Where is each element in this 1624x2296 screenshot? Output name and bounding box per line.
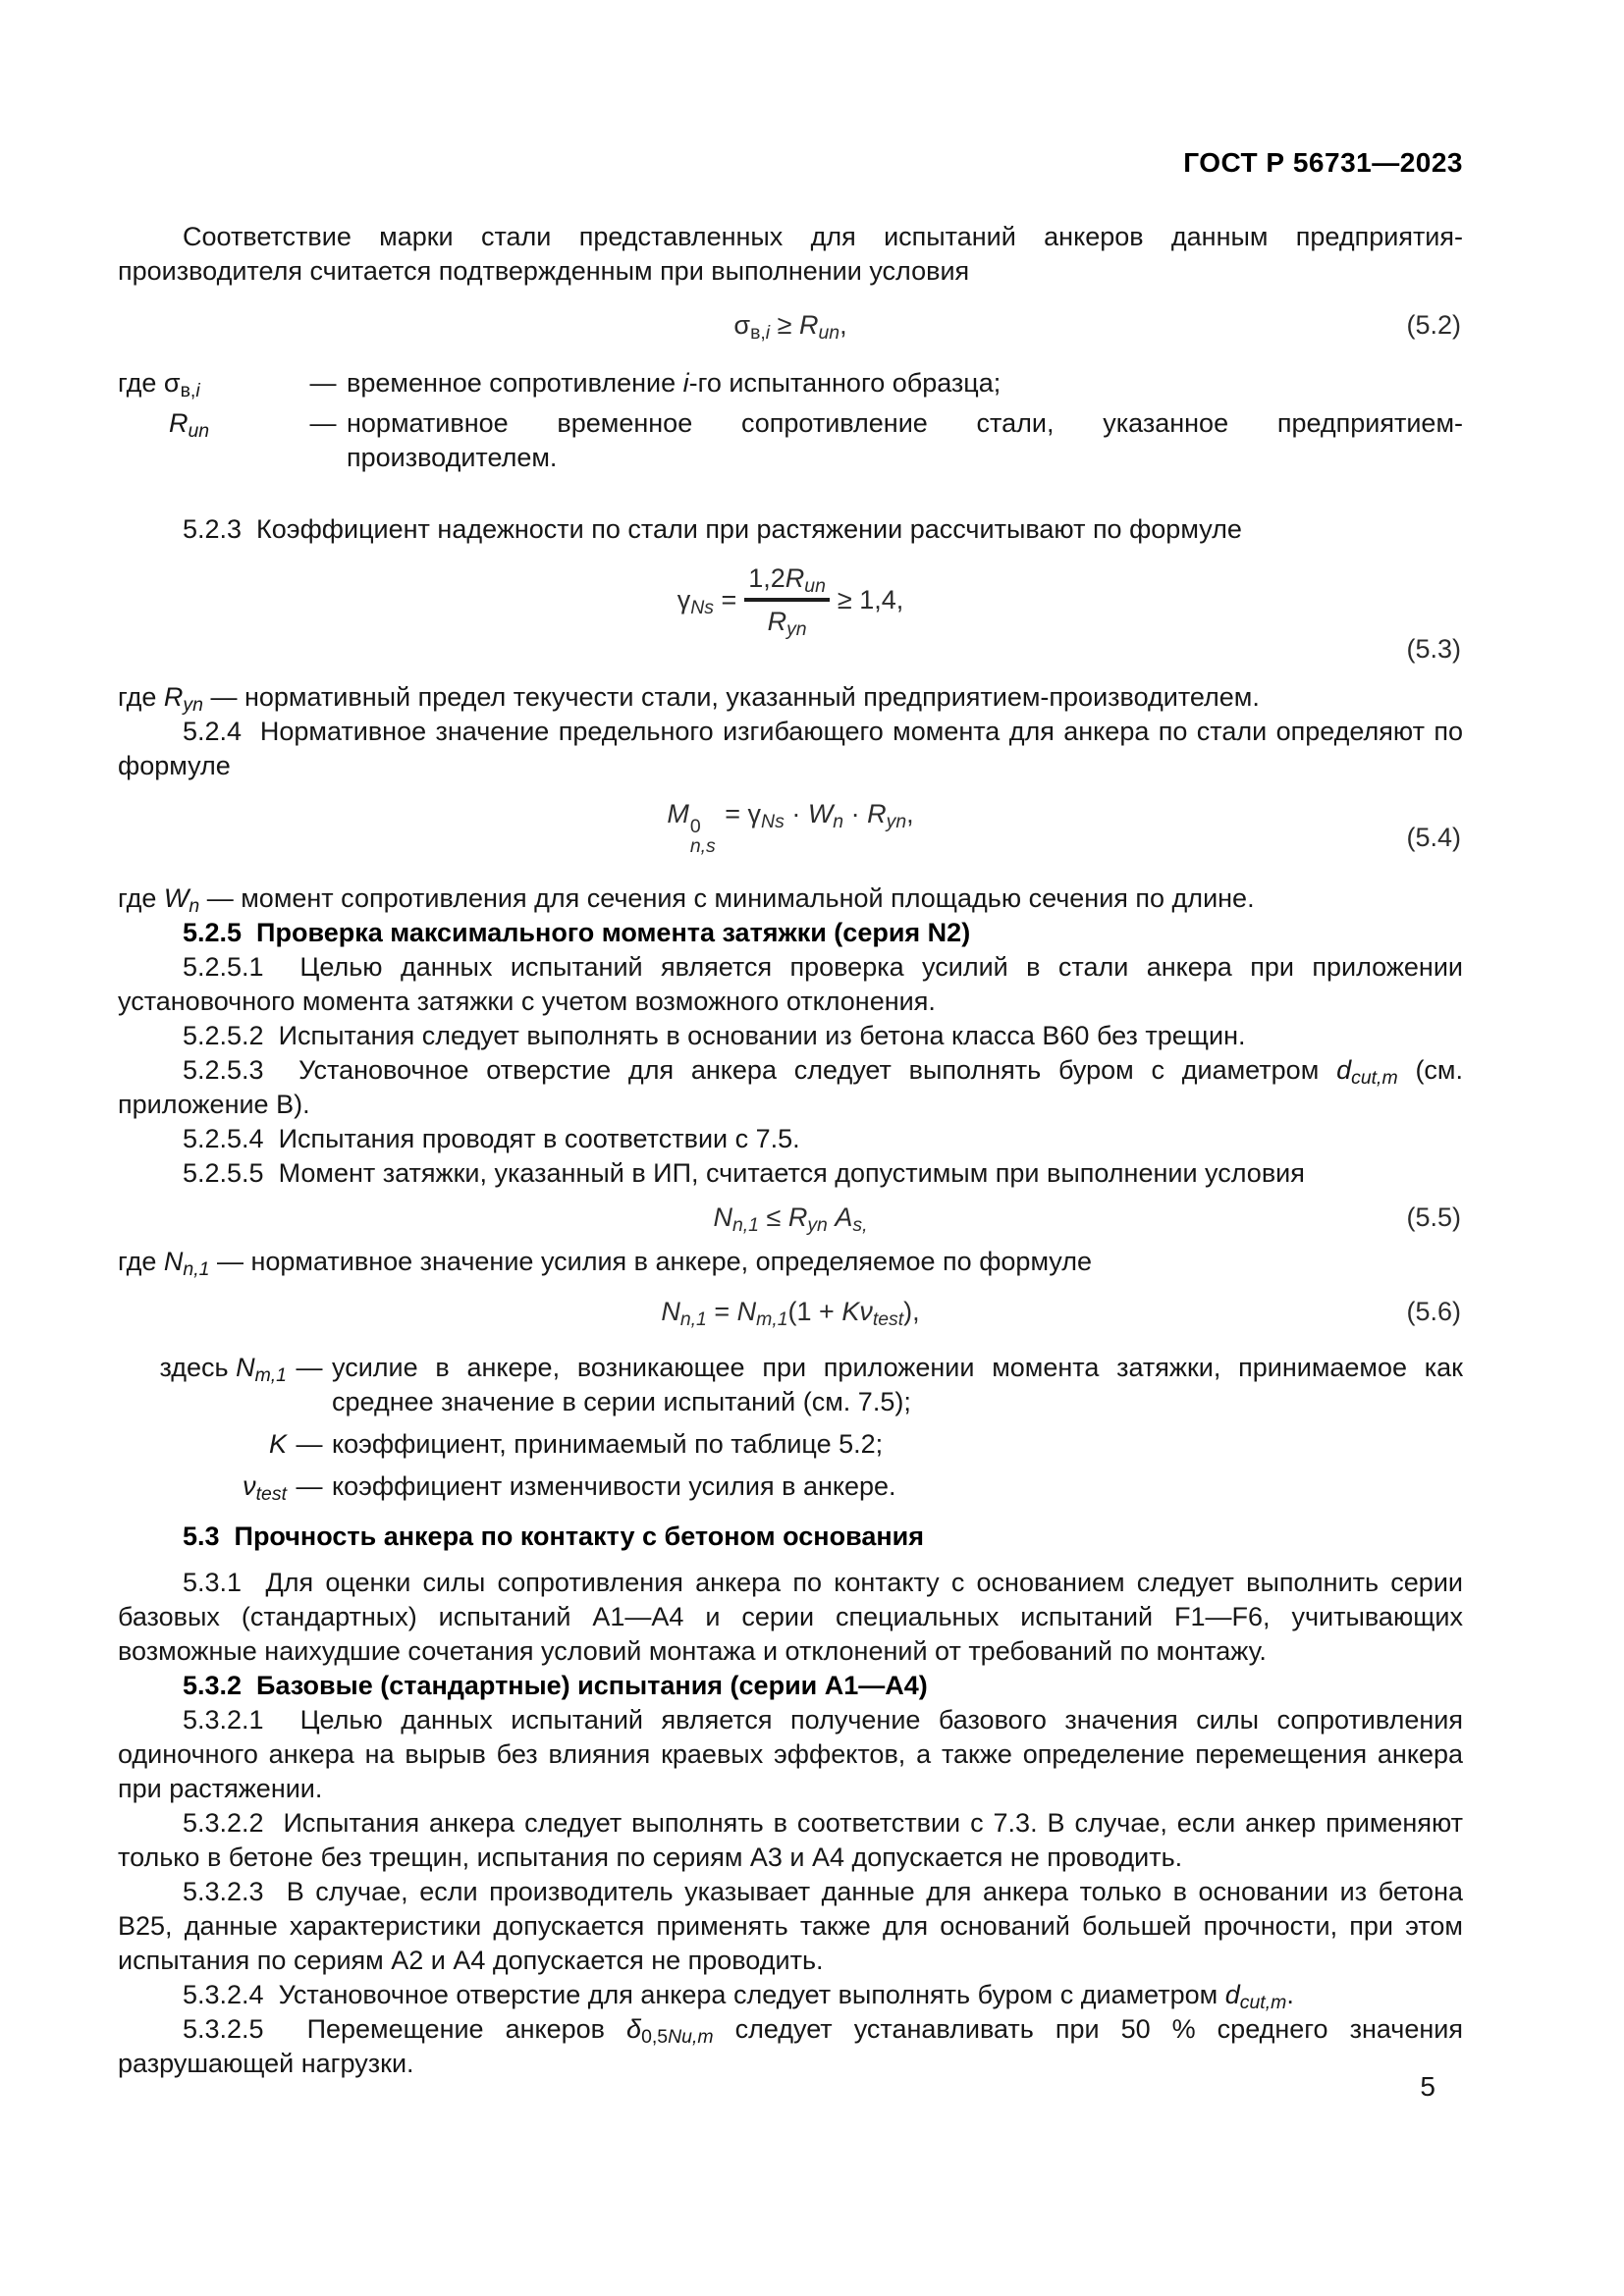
definition-text: временное сопротивление i-го испытанного образца; <box>347 368 1001 398</box>
block-defrow-nn1: где Nn,1 — нормативное значение усилия в анкере, определяемое по формуле <box>118 1247 1092 1281</box>
definition-row <box>118 1427 1463 1462</box>
definition-symbol: K <box>268 1429 287 1459</box>
definition-dash: — <box>296 1429 323 1459</box>
document-content <box>118 0 1463 2081</box>
block-formula-5-3 <box>118 562 1463 667</box>
definition-text: коэффициент, принимаемый по таблице 5.2; <box>332 1429 884 1459</box>
fraction <box>744 562 830 641</box>
block-deflist-zdes <box>118 1351 1463 1504</box>
fraction-numerator: 1,2Run <box>748 563 826 598</box>
definition-dash: — <box>309 408 337 438</box>
definition-text: коэффициент изменчивости усилия в анкере. <box>332 1471 896 1501</box>
block-defrow-wn: где Wn — момент сопротивления для сечения с минимальной площадью сечения по длине. <box>118 883 1255 918</box>
block-formula-5-5 <box>118 1201 1463 1235</box>
definition-row <box>118 406 1463 475</box>
definition-row <box>118 366 1463 400</box>
formula-expression: M 0 n,s = γNs · Wn · Ryn, <box>667 799 914 857</box>
block-para-5-2-4: 5.2.4 Нормативное значение предельного изгибающего момента для анкера по стали определяют по формуле <box>118 717 1463 780</box>
formula-rhs: ≥ 1,4, <box>837 584 904 614</box>
definition-dash: — <box>296 1471 323 1501</box>
block-para-5-3-2-1: 5.3.2.1 Целью данных испытаний является получение базового значения силы сопротивления одиночного анкера на вырыв без влияния краевых эффектов, а также определение перемещения анкера при растяжении. <box>118 1705 1463 1803</box>
block-head-5-2-5: 5.2.5 Проверка максимального момента затяжки (серия N2) <box>183 918 971 947</box>
definition-text: усилие в анкере, возникающее при приложении момента затяжки, принимаемое как среднее значение в серии испытаний (см. 7.5); <box>332 1353 1463 1416</box>
fraction-bar <box>744 598 830 602</box>
formula-expression: Nn,1 ≤ Ryn As, <box>713 1202 868 1237</box>
formula-expression: σв,i ≥ Run, <box>733 310 847 345</box>
block-para-5-2-5-4: 5.2.5.4 Испытания проводят в соответствии с 7.5. <box>183 1124 800 1153</box>
formula-expression: Nn,1 = Nm,1(1 + Kνtest), <box>661 1297 920 1331</box>
block-para-5-2-5-3: 5.2.5.3 Установочное отверстие для анкера следует выполнять буром с диаметром dcut,m (см. приложение В). <box>118 1055 1463 1119</box>
fraction-denominator: Ryn <box>767 607 807 641</box>
page-number: 5 <box>1420 2071 1435 2102</box>
block-head-5-3-2: 5.3.2 Базовые (стандартные) испытания (серии А1—А4) <box>183 1671 928 1700</box>
block-para-intro: Соответствие марки стали представленных для испытаний анкеров данным предприятия-производителя считается подтвержденным при выполнении условия <box>118 222 1463 286</box>
block-para-5-3-2-2: 5.3.2.2 Испытания анкера следует выполнять в соответствии с 7.3. В случае, если анкер применяют только в бетоне без трещин, испытания по сериям А3 и А4 допускается не проводить. <box>118 1808 1463 1872</box>
block-formula-5-2 <box>118 308 1463 343</box>
definition-symbol: где σв,i <box>118 368 200 402</box>
definition-dash: — <box>309 368 337 398</box>
block-formula-5-6 <box>118 1295 1463 1329</box>
block-head-5-3: 5.3 Прочность анкера по контакту с бетоном основания <box>183 1522 925 1551</box>
definition-symbol: νtest <box>243 1471 287 1506</box>
block-para-5-2-5-2: 5.2.5.2 Испытания следует выполнять в основании из бетона класса В60 без трещин. <box>183 1021 1246 1050</box>
definition-dash: — <box>296 1353 323 1382</box>
formula-expression <box>118 562 1463 641</box>
formula-number: (5.2) <box>1406 310 1461 340</box>
block-para-5-2-5-1: 5.2.5.1 Целью данных испытаний является проверка усилий в стали анкера при приложении установочного момента затяжки с учетом возможного отклонения. <box>118 952 1463 1016</box>
block-para-5-2-5-5: 5.2.5.5 Момент затяжки, указанный в ИП, считается допустимым при выполнении условия <box>183 1158 1305 1188</box>
block-defpair-sigma <box>118 366 1463 475</box>
block-para-5-3-1: 5.3.1 Для оценки силы сопротивления анкера по контакту с основанием следует выполнить серии базовых (стандартных) испытаний А1—А4 и серии специальных испытаний F1—F6, учитывающих возможные наихудшие сочетания условий монтажа и отклонений от требований по монтажу. <box>118 1568 1463 1666</box>
block-para-5-3-2-4: 5.3.2.4 Установочное отверстие для анкера следует выполнять буром с диаметром dcut,m. <box>183 1980 1294 2014</box>
sup-sub-stack: 0 n,s <box>689 816 716 857</box>
block-para-5-3-2-5: 5.3.2.5 Перемещение анкеров δ0,5Nu,m следует устанавливать при 50 % среднего значения разрушающей нагрузки. <box>118 2014 1463 2078</box>
definition-symbol: Run <box>169 408 210 443</box>
formula-lhs: γNs = <box>677 584 737 618</box>
block-para-5-2-3: 5.2.3 Коэффициент надежности по стали при растяжении рассчитывают по формуле <box>183 514 1242 544</box>
definition-text: нормативное временное сопротивление стали, указанное предприятием-производителем. <box>347 408 1463 472</box>
formula-number: (5.6) <box>1406 1297 1461 1326</box>
formula-number: (5.4) <box>1406 823 1461 852</box>
block-formula-5-4 <box>118 797 1463 858</box>
definition-row <box>118 1469 1463 1504</box>
formula-number: (5.5) <box>1406 1202 1461 1232</box>
block-para-5-3-2-3: 5.3.2.3 В случае, если производитель указывает данные для анкера только в основании из бетона В25, данные характеристики допускается применять также для оснований большей прочности, при этом испытания по сериям А2 и А4 допускается не проводить. <box>118 1877 1463 1975</box>
block-defrow-ryn: где Ryn — нормативный предел текучести стали, указанный предприятием-производителем. <box>118 682 1260 717</box>
document-header-title: ГОСТ Р 56731—2023 <box>1183 147 1463 178</box>
formula-number: (5.3) <box>1406 634 1461 664</box>
definition-row <box>118 1351 1463 1419</box>
definition-symbol: здесь Nm,1 <box>159 1353 287 1387</box>
